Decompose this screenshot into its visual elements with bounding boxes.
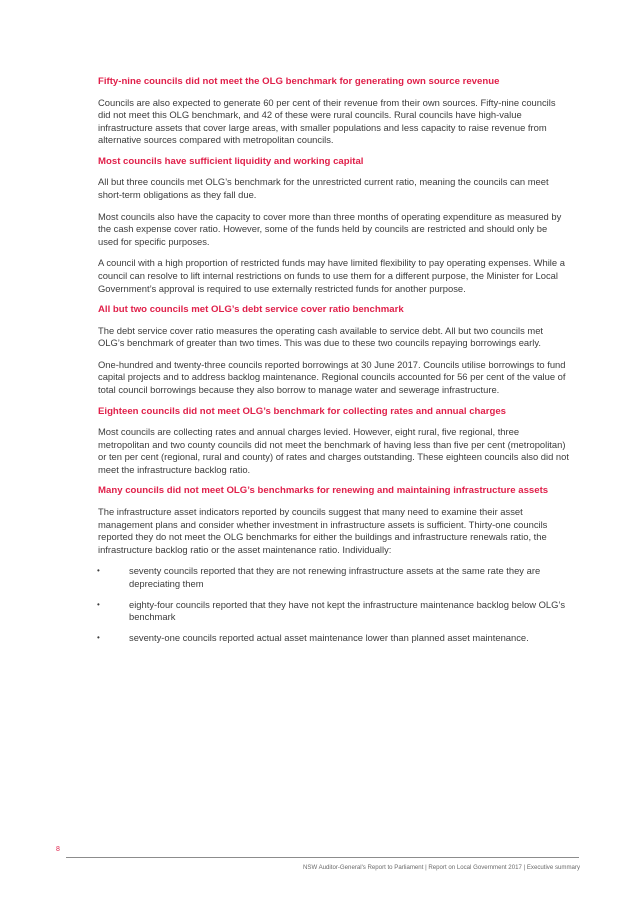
section-liquidity (98, 156, 570, 295)
section-heading: Most councils have sufficient liquidity and working capital (98, 155, 364, 167)
paragraph: One-hundred and twenty-three councils reported borrowings at 30 June 2017. Councils utilise borrowings to fund capital projects and to address backlog maintenance. Regional councils accounted for 56 per cent of the value of total council borrowings because they also borrow to manage water and sewerage infrastructure. (98, 358, 566, 395)
section-heading: Many councils did not meet OLG’s benchmarks for renewing and maintaining infrastructure assets (98, 485, 549, 497)
page-content (98, 76, 570, 652)
bullet-icon: • (97, 566, 100, 576)
section-infrastructure (98, 485, 570, 644)
section-heading: Fifty-nine councils did not meet the OLG benchmark for generating own source revenue (98, 76, 500, 87)
paragraph: Most councils are collecting rates and annual charges levied. However, eight rural, five regional, three metropolitan and two county councils did not meet the benchmark of having less than five per cent (metropolitan) or ten per cent (regional, rural and county) of rates and charges outstanding. These eighteen councils also did not meet the infrastructure backlog ratio. (98, 426, 569, 475)
page-number: 8 (56, 846, 60, 853)
paragraph: The infrastructure asset indicators reported by councils suggest that many need to examine their asset management plans and consider whether investment in infrastructure assets is sufficient. Thirty-one councils reported they do not meet the OLG benchmarks for either the buildings and infrastructure renewals ratio, the infrastructure backlog ratio or the asset maintenance ratio. Individually: (98, 505, 548, 555)
footer-divider (66, 857, 579, 858)
list-item (98, 599, 570, 624)
section-heading: All but two councils met OLG’s debt service cover ratio benchmark (98, 304, 404, 316)
paragraph: A council with a high proportion of restricted funds may have limited flexibility to pay operating expenses. While a council can resolve to lift internal restrictions on funds to use them for a different purpose, the Minister for Local Government’s approval is required to use externally restricted funds for another purpose. (98, 257, 565, 294)
footer-text: NSW Auditor-General's Report to Parliament | Report on Local Government 2017 | Executive summary (303, 864, 580, 871)
section-heading: Eighteen councils did not meet OLG’s benchmark for collecting rates and annual charges (98, 405, 507, 417)
paragraph: Councils are also expected to generate 60 per cent of their revenue from their own sources. Fifty-nine councils did not meet this OLG benchmark, and 42 of these were rural councils. Rural councils have high-value infrastructure assets that cover large areas, with smaller populations and less capacity to raise revenue from alternative sources compared with metropolitan councils. (98, 96, 556, 146)
list-item (98, 632, 570, 645)
bullet-icon: • (97, 632, 100, 642)
list-item-text: eighty-four councils reported that they have not kept the infrastructure maintenance backlog below OLG’s benchmark (129, 598, 566, 623)
bullet-icon: • (97, 599, 100, 609)
section-rates-charges (98, 406, 570, 477)
list-item-text: seventy-one councils reported actual asset maintenance lower than planned asset maintenance. (129, 631, 529, 643)
section-own-source-revenue (98, 76, 570, 147)
bullet-list (98, 565, 570, 644)
paragraph: All but three councils met OLG’s benchmark for the unrestricted current ratio, meaning the councils can meet short-term obligations as they fall due. (98, 176, 549, 200)
paragraph: The debt service cover ratio measures the operating cash available to service debt. All but two councils met OLG’s benchmark of greater than two times. This was due to these two councils repaying borrowings early. (98, 324, 544, 349)
section-debt-service (98, 304, 570, 396)
list-item (98, 565, 570, 590)
paragraph: Most councils also have the capacity to cover more than three months of operating expenditure as measured by the cash expense cover ratio. However, some of the funds held by councils are restricted and should only be used for specific purposes. (98, 210, 562, 247)
list-item-text: seventy councils reported that they are not renewing infrastructure assets at the same rate they are depreciating them (129, 565, 541, 589)
